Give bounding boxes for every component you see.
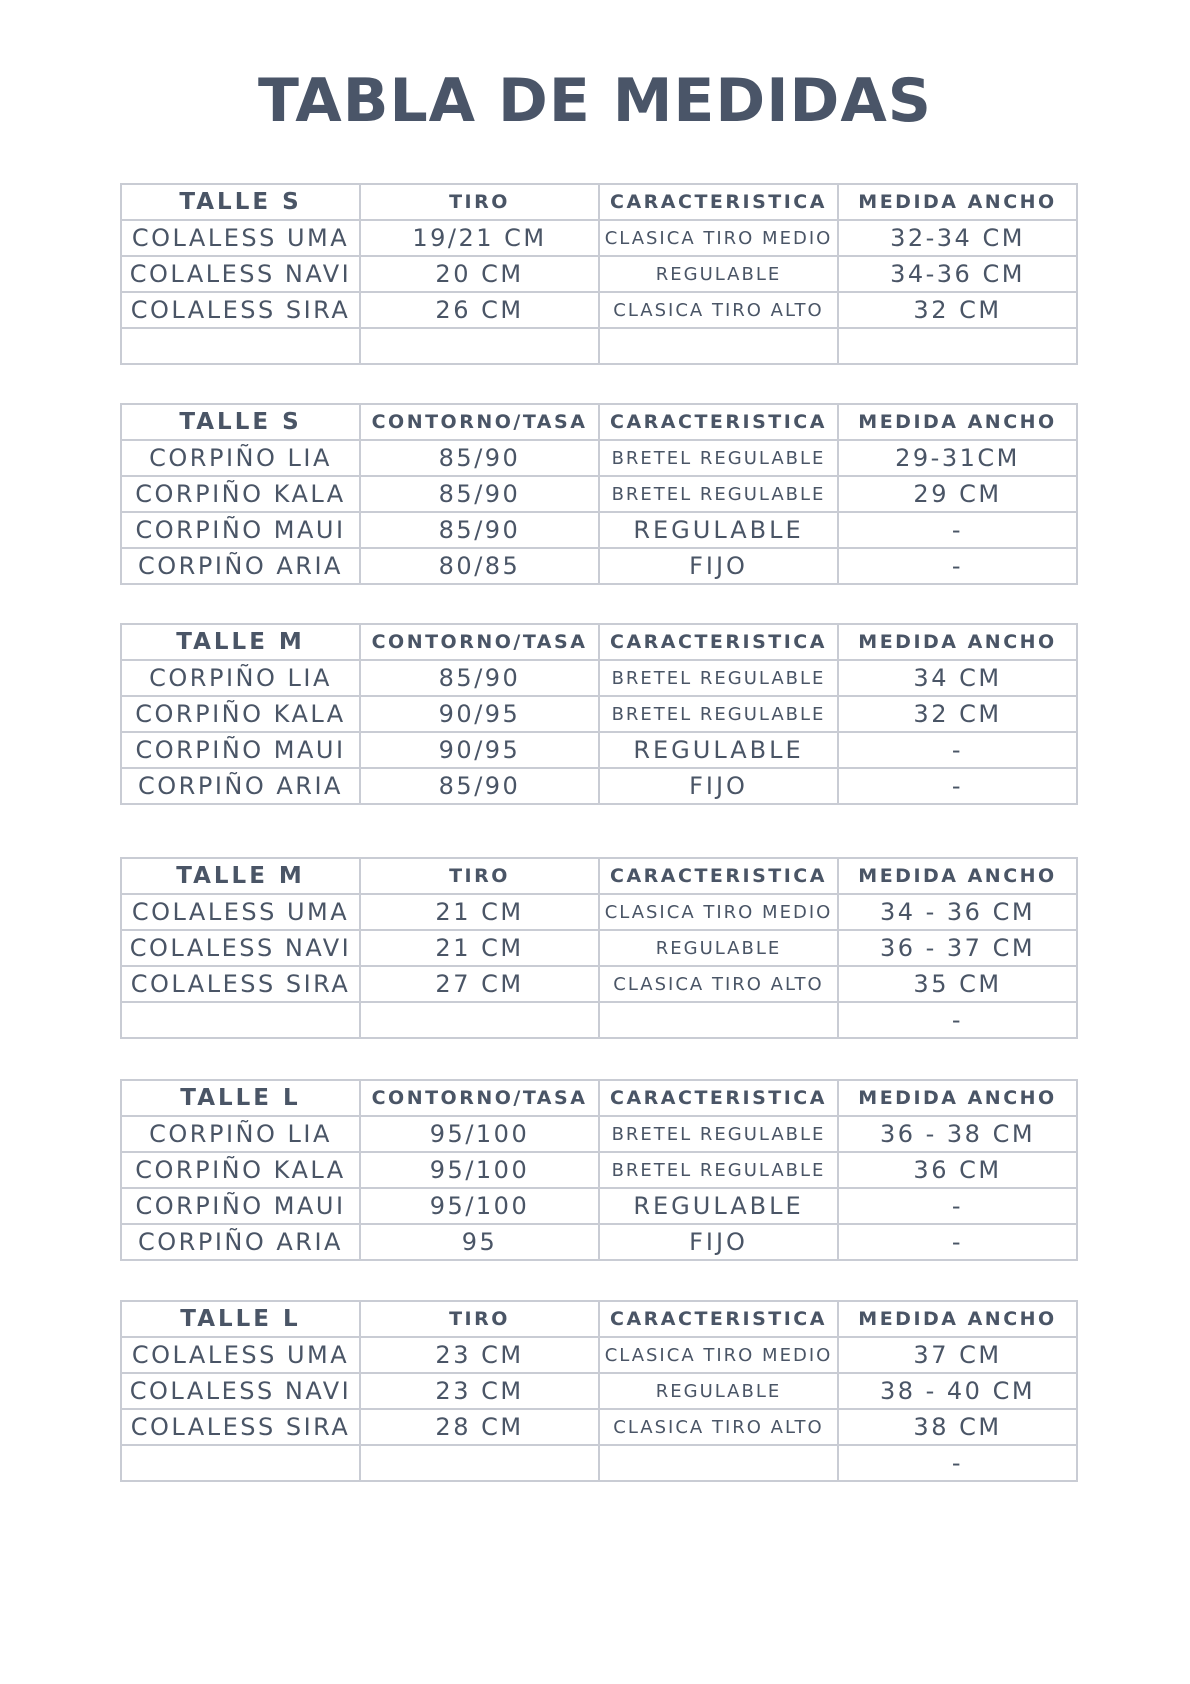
cell-feature: REGULABLE: [599, 1373, 838, 1409]
cell-width: 35 CM: [838, 966, 1077, 1002]
table-row: [121, 894, 1077, 930]
cell-model: COLALESS SIRA: [121, 1409, 360, 1445]
cell-model: CORPIÑO ARIA: [121, 1224, 360, 1260]
page-title: TABLA DE MEDIDAS: [258, 66, 932, 136]
cell-width: -: [838, 768, 1077, 804]
size-table-m-bras: [120, 623, 1078, 805]
table-row: [121, 1409, 1077, 1445]
cell-measure: 85/90: [360, 440, 599, 476]
header-cell: CONTORNO/TASA: [360, 1080, 599, 1116]
header-cell: CARACTERISTICA: [599, 858, 838, 894]
cell-feature: CLASICA TIRO ALTO: [599, 1409, 838, 1445]
cell-model: CORPIÑO MAUI: [121, 1188, 360, 1224]
table-row: [121, 930, 1077, 966]
cell-model: CORPIÑO ARIA: [121, 768, 360, 804]
cell-feature: [599, 328, 838, 364]
cell-feature: CLASICA TIRO MEDIO: [599, 1337, 838, 1373]
cell-width: 32 CM: [838, 292, 1077, 328]
table-row: [121, 1337, 1077, 1373]
cell-feature: CLASICA TIRO ALTO: [599, 292, 838, 328]
cell-measure: 23 CM: [360, 1373, 599, 1409]
cell-measure: 95: [360, 1224, 599, 1260]
cell-width: 34 CM: [838, 660, 1077, 696]
cell-width: [838, 328, 1077, 364]
table-row: [121, 1152, 1077, 1188]
cell-measure: 95/100: [360, 1116, 599, 1152]
cell-measure: 95/100: [360, 1188, 599, 1224]
header-cell: TALLE M: [121, 624, 360, 660]
header-cell: MEDIDA ANCHO: [838, 404, 1077, 440]
cell-measure: [360, 328, 599, 364]
table-row: [121, 1224, 1077, 1260]
table-row: [121, 1002, 1077, 1038]
table-row: [121, 476, 1077, 512]
table-row: [121, 1445, 1077, 1481]
cell-feature: [599, 1002, 838, 1038]
cell-feature: BRETEL REGULABLE: [599, 1116, 838, 1152]
cell-model: [121, 328, 360, 364]
cell-measure: [360, 1445, 599, 1481]
header-cell: MEDIDA ANCHO: [838, 858, 1077, 894]
cell-width: 29-31CM: [838, 440, 1077, 476]
cell-model: COLALESS NAVI: [121, 1373, 360, 1409]
cell-model: COLALESS SIRA: [121, 966, 360, 1002]
table-row: [121, 660, 1077, 696]
header-cell: TALLE L: [121, 1080, 360, 1116]
cell-model: COLALESS NAVI: [121, 930, 360, 966]
header-cell: CONTORNO/TASA: [360, 624, 599, 660]
cell-width: 32 CM: [838, 696, 1077, 732]
cell-model: CORPIÑO KALA: [121, 1152, 360, 1188]
header-cell: CONTORNO/TASA: [360, 404, 599, 440]
cell-width: 38 CM: [838, 1409, 1077, 1445]
size-table-s-bottoms: [120, 183, 1078, 365]
table-row: [121, 548, 1077, 584]
cell-measure: 19/21 CM: [360, 220, 599, 256]
cell-measure: 21 CM: [360, 894, 599, 930]
cell-feature: REGULABLE: [599, 732, 838, 768]
size-table-m-bottoms: [120, 857, 1078, 1039]
header-cell: CARACTERISTICA: [599, 1301, 838, 1337]
header-cell: CARACTERISTICA: [599, 184, 838, 220]
cell-width: 36 CM: [838, 1152, 1077, 1188]
cell-width: 34 - 36 CM: [838, 894, 1077, 930]
cell-measure: 85/90: [360, 768, 599, 804]
table-row: [121, 292, 1077, 328]
cell-model: COLALESS SIRA: [121, 292, 360, 328]
table-row: [121, 256, 1077, 292]
header-cell: TIRO: [360, 858, 599, 894]
header-cell: MEDIDA ANCHO: [838, 624, 1077, 660]
cell-width: -: [838, 1188, 1077, 1224]
cell-measure: 80/85: [360, 548, 599, 584]
cell-feature: CLASICA TIRO MEDIO: [599, 220, 838, 256]
cell-feature: BRETEL REGULABLE: [599, 440, 838, 476]
header-cell: CARACTERISTICA: [599, 1080, 838, 1116]
cell-model: [121, 1445, 360, 1481]
cell-feature: FIJO: [599, 1224, 838, 1260]
cell-feature: BRETEL REGULABLE: [599, 476, 838, 512]
table-row: [121, 1188, 1077, 1224]
header-cell: MEDIDA ANCHO: [838, 1301, 1077, 1337]
header-cell: MEDIDA ANCHO: [838, 1080, 1077, 1116]
table-row: [121, 328, 1077, 364]
table-header-row: [121, 404, 1077, 440]
cell-measure: 27 CM: [360, 966, 599, 1002]
table-row: [121, 1116, 1077, 1152]
table-row: [121, 512, 1077, 548]
cell-measure: [360, 1002, 599, 1038]
cell-measure: 20 CM: [360, 256, 599, 292]
table-row: [121, 732, 1077, 768]
cell-model: CORPIÑO LIA: [121, 1116, 360, 1152]
cell-model: CORPIÑO MAUI: [121, 512, 360, 548]
cell-measure: 85/90: [360, 660, 599, 696]
size-table-s-bras: [120, 403, 1078, 585]
cell-model: COLALESS UMA: [121, 220, 360, 256]
cell-measure: 85/90: [360, 476, 599, 512]
table-header-row: [121, 1301, 1077, 1337]
table-row: [121, 220, 1077, 256]
cell-feature: REGULABLE: [599, 1188, 838, 1224]
cell-measure: 28 CM: [360, 1409, 599, 1445]
cell-width: 38 - 40 CM: [838, 1373, 1077, 1409]
cell-width: -: [838, 1224, 1077, 1260]
table-header-row: [121, 624, 1077, 660]
cell-width: -: [838, 1002, 1077, 1038]
table-row: [121, 1373, 1077, 1409]
cell-width: -: [838, 732, 1077, 768]
cell-width: 36 - 38 CM: [838, 1116, 1077, 1152]
cell-feature: REGULABLE: [599, 256, 838, 292]
table-header-row: [121, 1080, 1077, 1116]
cell-model: COLALESS UMA: [121, 894, 360, 930]
cell-measure: 21 CM: [360, 930, 599, 966]
cell-feature: BRETEL REGULABLE: [599, 696, 838, 732]
table-row: [121, 768, 1077, 804]
cell-model: CORPIÑO LIA: [121, 440, 360, 476]
cell-feature: CLASICA TIRO MEDIO: [599, 894, 838, 930]
cell-width: 36 - 37 CM: [838, 930, 1077, 966]
cell-width: 37 CM: [838, 1337, 1077, 1373]
cell-width: 32-34 CM: [838, 220, 1077, 256]
cell-feature: FIJO: [599, 548, 838, 584]
cell-width: -: [838, 512, 1077, 548]
table-row: [121, 966, 1077, 1002]
header-cell: TALLE S: [121, 404, 360, 440]
cell-measure: 85/90: [360, 512, 599, 548]
table-header-row: [121, 184, 1077, 220]
header-cell: CARACTERISTICA: [599, 624, 838, 660]
cell-measure: 95/100: [360, 1152, 599, 1188]
cell-model: COLALESS UMA: [121, 1337, 360, 1373]
cell-measure: 90/95: [360, 732, 599, 768]
cell-model: CORPIÑO LIA: [121, 660, 360, 696]
cell-model: [121, 1002, 360, 1038]
cell-model: CORPIÑO MAUI: [121, 732, 360, 768]
cell-feature: REGULABLE: [599, 930, 838, 966]
table-row: [121, 696, 1077, 732]
cell-feature: CLASICA TIRO ALTO: [599, 966, 838, 1002]
cell-feature: [599, 1445, 838, 1481]
header-cell: CARACTERISTICA: [599, 404, 838, 440]
cell-width: 34-36 CM: [838, 256, 1077, 292]
cell-feature: BRETEL REGULABLE: [599, 1152, 838, 1188]
header-cell: MEDIDA ANCHO: [838, 184, 1077, 220]
cell-measure: 23 CM: [360, 1337, 599, 1373]
cell-width: 29 CM: [838, 476, 1077, 512]
cell-feature: BRETEL REGULABLE: [599, 660, 838, 696]
header-cell: TALLE S: [121, 184, 360, 220]
cell-measure: 26 CM: [360, 292, 599, 328]
cell-measure: 90/95: [360, 696, 599, 732]
cell-model: CORPIÑO KALA: [121, 476, 360, 512]
cell-model: CORPIÑO ARIA: [121, 548, 360, 584]
header-cell: TIRO: [360, 184, 599, 220]
size-table-l-bras: [120, 1079, 1078, 1261]
header-cell: TALLE L: [121, 1301, 360, 1337]
cell-width: -: [838, 1445, 1077, 1481]
table-row: [121, 440, 1077, 476]
table-header-row: [121, 858, 1077, 894]
cell-model: CORPIÑO KALA: [121, 696, 360, 732]
header-cell: TIRO: [360, 1301, 599, 1337]
cell-model: COLALESS NAVI: [121, 256, 360, 292]
header-cell: TALLE M: [121, 858, 360, 894]
cell-feature: REGULABLE: [599, 512, 838, 548]
size-table-l-bottoms: [120, 1300, 1078, 1482]
cell-feature: FIJO: [599, 768, 838, 804]
cell-width: -: [838, 548, 1077, 584]
